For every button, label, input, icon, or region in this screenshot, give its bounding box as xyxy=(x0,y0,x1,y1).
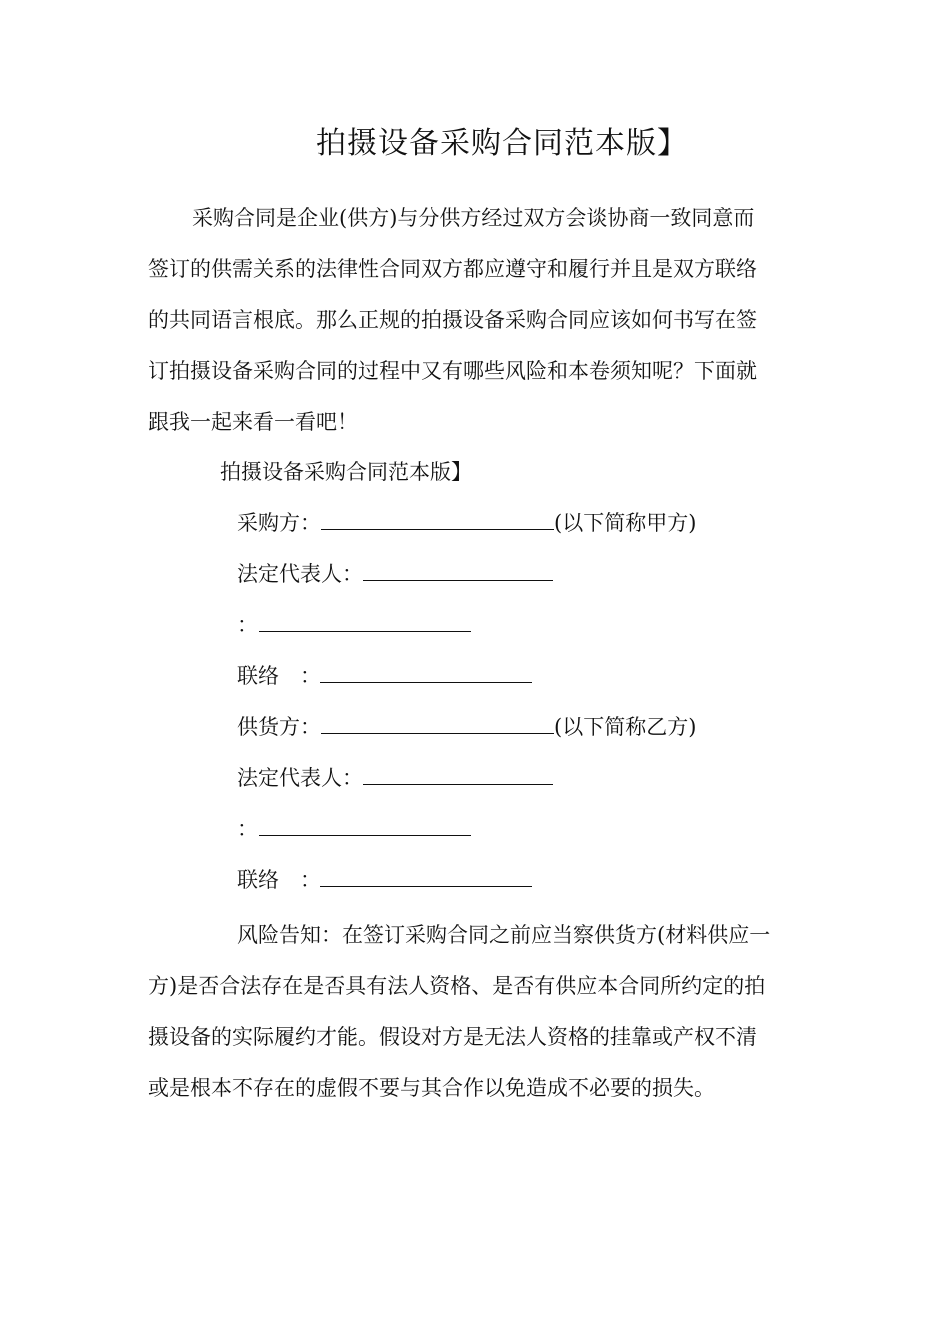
risk-line: 方)是否合法存在是否具有法人资格、是否有供应本合同所约定的拍 xyxy=(148,974,766,998)
risk-line: 摄设备的实际履约才能。假设对方是无法人资格的挂靠或产权不清 xyxy=(148,1025,757,1049)
intro-line: 签订的供需关系的法律性合同双方都应遵守和履行并且是双方联络 xyxy=(148,257,757,281)
supplier-rep-label: 法定代表人： xyxy=(237,766,363,790)
intro-line: 跟我一起来看一看吧！ xyxy=(148,410,358,434)
supplier-contact-label: 联络 ： xyxy=(237,868,321,892)
supplier-extra-row xyxy=(237,807,471,851)
purchaser-rep-row xyxy=(237,552,553,596)
intro-paragraph xyxy=(148,193,808,448)
supplier-contact-blank[interactable] xyxy=(320,866,532,887)
purchaser-extra-label: ： xyxy=(237,613,258,637)
purchaser-label: 采购方： xyxy=(237,511,321,535)
purchaser-contact-row xyxy=(237,654,532,698)
purchaser-contact-label: 联络 ： xyxy=(237,664,321,688)
purchaser-name-blank[interactable] xyxy=(321,509,554,530)
risk-notice-paragraph xyxy=(148,910,808,1114)
intro-line: 订拍摄设备采购合同的过程中又有哪些风险和本卷须知呢？下面就 xyxy=(148,359,757,383)
purchaser-party-row xyxy=(237,501,696,545)
risk-line: 或是根本不存在的虚假不要与其合作以免造成不必要的损失。 xyxy=(148,1076,715,1100)
purchaser-contact-blank[interactable] xyxy=(320,662,532,683)
intro-line: 的共同语言根底。那么正规的拍摄设备采购合同应该如何书写在签 xyxy=(148,308,757,332)
supplier-alias: (以下简称乙方) xyxy=(554,715,697,739)
risk-line: 风险告知：在签订采购合同之前应当察供货方(材料供应一 xyxy=(237,923,771,947)
purchaser-rep-label: 法定代表人： xyxy=(237,562,363,586)
supplier-party-row xyxy=(237,705,696,749)
contract-subtitle: 拍摄设备采购合同范本版】 xyxy=(220,460,472,484)
document-title: 拍摄设备采购合同范本版】 xyxy=(316,126,688,161)
supplier-label: 供货方： xyxy=(237,715,321,739)
supplier-extra-blank[interactable] xyxy=(259,815,471,836)
supplier-rep-row xyxy=(237,756,553,800)
purchaser-rep-blank[interactable] xyxy=(363,560,553,581)
supplier-contact-row xyxy=(237,858,532,902)
intro-line: 采购合同是企业(供方)与分供方经过双方会谈协商一致同意而 xyxy=(192,206,755,230)
supplier-name-blank[interactable] xyxy=(321,713,554,734)
purchaser-alias: (以下简称甲方) xyxy=(554,511,697,535)
purchaser-extra-blank[interactable] xyxy=(259,611,471,632)
purchaser-extra-row xyxy=(237,603,471,647)
supplier-rep-blank[interactable] xyxy=(363,764,553,785)
supplier-extra-label: ： xyxy=(237,817,258,841)
